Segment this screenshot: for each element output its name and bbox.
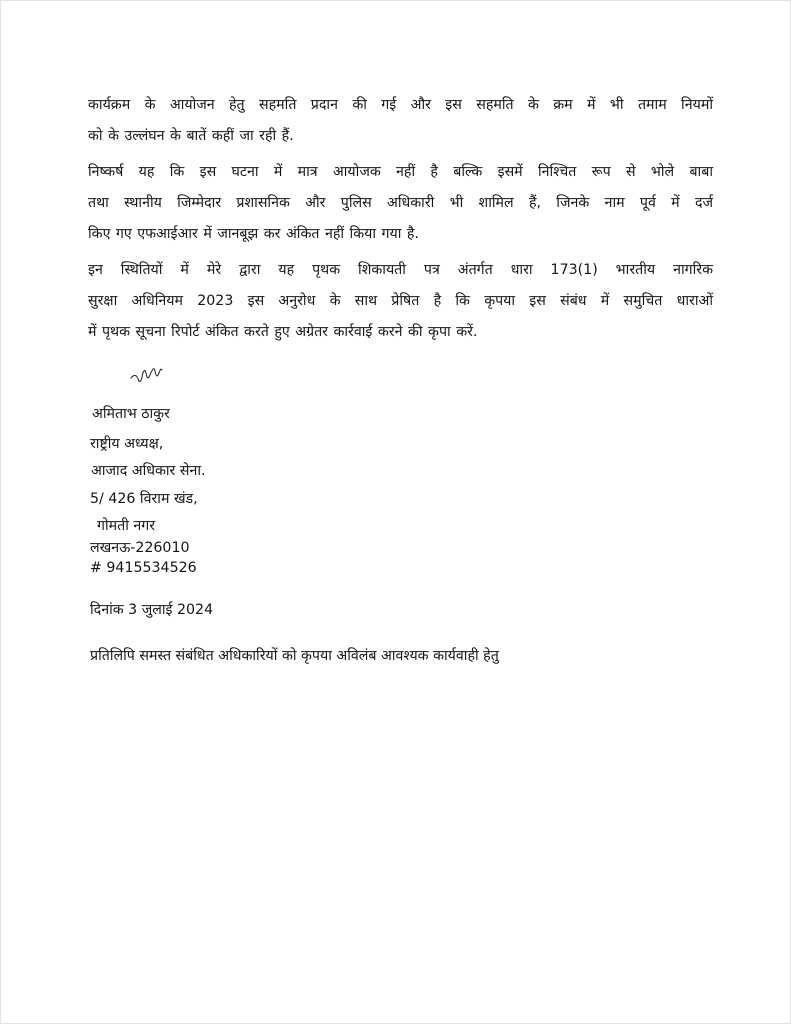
paragraph-line: सुरक्षा अधिनियम 2023 इस अनुरोध के साथ प्रेषित है कि कृपया इस संबंध में समुचित धाराओं xyxy=(88,293,713,309)
sender-city-pin: लखनऊ-226010 xyxy=(90,540,190,556)
sender-phone: # 9415534526 xyxy=(90,560,197,576)
paragraph-line: तथा स्थानीय जिम्मेदार प्रशासनिक और पुलिस अधिकारी भी शामिल हैं, जिनके नाम पूर्व में दर्ज xyxy=(88,195,713,211)
copy-to-line: प्रतिलिपि समस्त संबंधित अधिकारियों को कृपया अविलंब आवश्यक कार्यवाही हेतु xyxy=(90,648,499,664)
paragraph-request xyxy=(88,255,713,348)
handwritten-signature xyxy=(128,362,168,388)
paragraph-conclusion xyxy=(88,157,713,250)
sender-address-line1: 5/ 426 विराम खंड, xyxy=(90,491,198,507)
paragraph-line: में पृथक सूचना रिपोर्ट अंकित करते हुए अग्रेतर कार्रवाई करने की कृपा करें. xyxy=(88,324,478,340)
paragraph-line: इन स्थितियों में मेरे द्वारा यह पृथक शिकायती पत्र अंतर्गत धारा 173(1) भारतीय नागरिक xyxy=(88,262,713,278)
paragraph-line: निष्कर्ष यह कि इस घटना में मात्र आयोजक नहीं है बल्कि इसमें निश्चित रूप से भोले बाबा xyxy=(88,164,713,180)
sender-name: अमिताभ ठाकुर xyxy=(92,406,170,422)
paragraph-consent-violations xyxy=(88,90,713,152)
sender-organization: आजाद अधिकार सेना. xyxy=(91,463,206,479)
paragraph-line: को के उल्लंघन के बातें कहीं जा रही हैं. xyxy=(88,128,294,144)
letter-date: दिनांक 3 जुलाई 2024 xyxy=(90,602,214,618)
paragraph-line: किए गए एफआईआर में जानबूझ कर अंकित नहीं किया गया है. xyxy=(88,226,419,242)
sender-designation: राष्ट्रीय अध्यक्ष, xyxy=(90,436,164,452)
sender-address-line2: गोमती नगर xyxy=(97,518,156,534)
paragraph-line: कार्यक्रम के आयोजन हेतु सहमति प्रदान की गई और इस सहमति के क्रम में भी तमाम नियमों xyxy=(88,97,713,113)
